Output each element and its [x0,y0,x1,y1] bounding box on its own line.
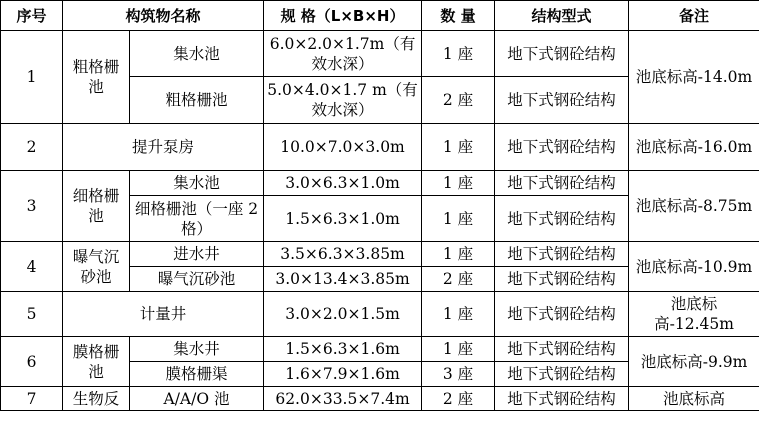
qty-cell: 1 座 [422,292,495,337]
spec-cell: 3.0×6.3×1.0m [264,171,422,196]
note-cell: 池底标高-16.0m [629,124,759,171]
group-name: 曝气沉砂池 [63,242,130,292]
structure-cell: 地下式钢砼结构 [495,124,629,171]
header-row [1,1,759,31]
table-row [1,337,759,362]
qty-cell: 1 座 [422,171,495,196]
note-cell: 池底标高-10.9m [629,242,759,292]
qty-cell: 2 座 [422,77,495,124]
spec-cell: 1.5×6.3×1.6m [264,337,422,362]
group-name: 粗格栅池 [63,31,130,124]
group-name: 细格栅池 [63,171,130,242]
header-structure: 结构型式 [495,1,629,31]
group-name: 生物反 [63,387,130,411]
spec-cell: 62.0×33.5×7.4m [264,387,422,411]
table-row [1,171,759,196]
sub-name: 进水井 [130,242,264,267]
facility-name: 计量井 [63,292,264,337]
spec-cell: 1.6×7.9×1.6m [264,362,422,387]
qty-cell: 1 座 [422,31,495,77]
structure-cell: 地下式钢砼结构 [495,242,629,267]
structure-cell: 地下式钢砼结构 [495,77,629,124]
structure-cell: 地下式钢砼结构 [495,267,629,292]
qty-cell: 1 座 [422,242,495,267]
sub-name: 曝气沉砂池 [130,267,264,292]
sub-name: 粗格栅池 [130,77,264,124]
spec-cell: 3.5×6.3×3.85m [264,242,422,267]
structure-cell: 地下式钢砼结构 [495,171,629,196]
sub-name: A/A/O 池 [130,387,264,411]
table-row [1,292,759,337]
header-note: 备注 [629,1,759,31]
qty-cell: 1 座 [422,124,495,171]
row-no: 7 [1,387,63,411]
spec-cell: 5.0×4.0×1.7 m（有效水深） [264,77,422,124]
qty-cell: 2 座 [422,267,495,292]
structure-cell: 地下式钢砼结构 [495,196,629,242]
spec-cell: 1.5×6.3×1.0m [264,196,422,242]
spec-cell: 10.0×7.0×3.0m [264,124,422,171]
note-cell: 池底标高-14.0m [629,31,759,124]
note-cell: 池底标高-9.9m [629,337,759,387]
sub-name: 集水池 [130,171,264,196]
table-row [1,242,759,267]
facility-name: 提升泵房 [63,124,264,171]
header-qty: 数 量 [422,1,495,31]
table-row [1,124,759,171]
spec-cell: 3.0×2.0×1.5m [264,292,422,337]
row-no: 3 [1,171,63,242]
qty-cell: 3 座 [422,362,495,387]
table-row [1,387,759,411]
group-name: 膜格栅池 [63,337,130,387]
qty-cell: 1 座 [422,337,495,362]
row-no: 5 [1,292,63,337]
structure-cell: 地下式钢砼结构 [495,31,629,77]
header-name: 构筑物名称 [63,1,264,31]
spec-cell: 3.0×13.4×3.85m [264,267,422,292]
row-no: 6 [1,337,63,387]
row-no: 4 [1,242,63,292]
structure-cell: 地下式钢砼结构 [495,362,629,387]
sub-name: 集水井 [130,337,264,362]
sub-name: 膜格栅渠 [130,362,264,387]
header-spec: 规 格（L×B×H） [264,1,422,31]
structure-cell: 地下式钢砼结构 [495,292,629,337]
note-cell: 池底标高-8.75m [629,171,759,242]
row-no: 1 [1,31,63,124]
header-no: 序号 [1,1,63,31]
structure-cell: 地下式钢砼结构 [495,337,629,362]
qty-cell: 2 座 [422,387,495,411]
note-cell: 池底标高-12.45m [629,292,759,337]
sub-name: 细格栅池（一座 2 格） [130,196,264,242]
spec-cell: 6.0×2.0×1.7m（有效水深） [264,31,422,77]
note-cell: 池底标高 [629,387,759,411]
table-row [1,31,759,77]
structure-cell: 地下式钢砼结构 [495,387,629,411]
row-no: 2 [1,124,63,171]
sub-name: 集水池 [130,31,264,77]
qty-cell: 1 座 [422,196,495,242]
